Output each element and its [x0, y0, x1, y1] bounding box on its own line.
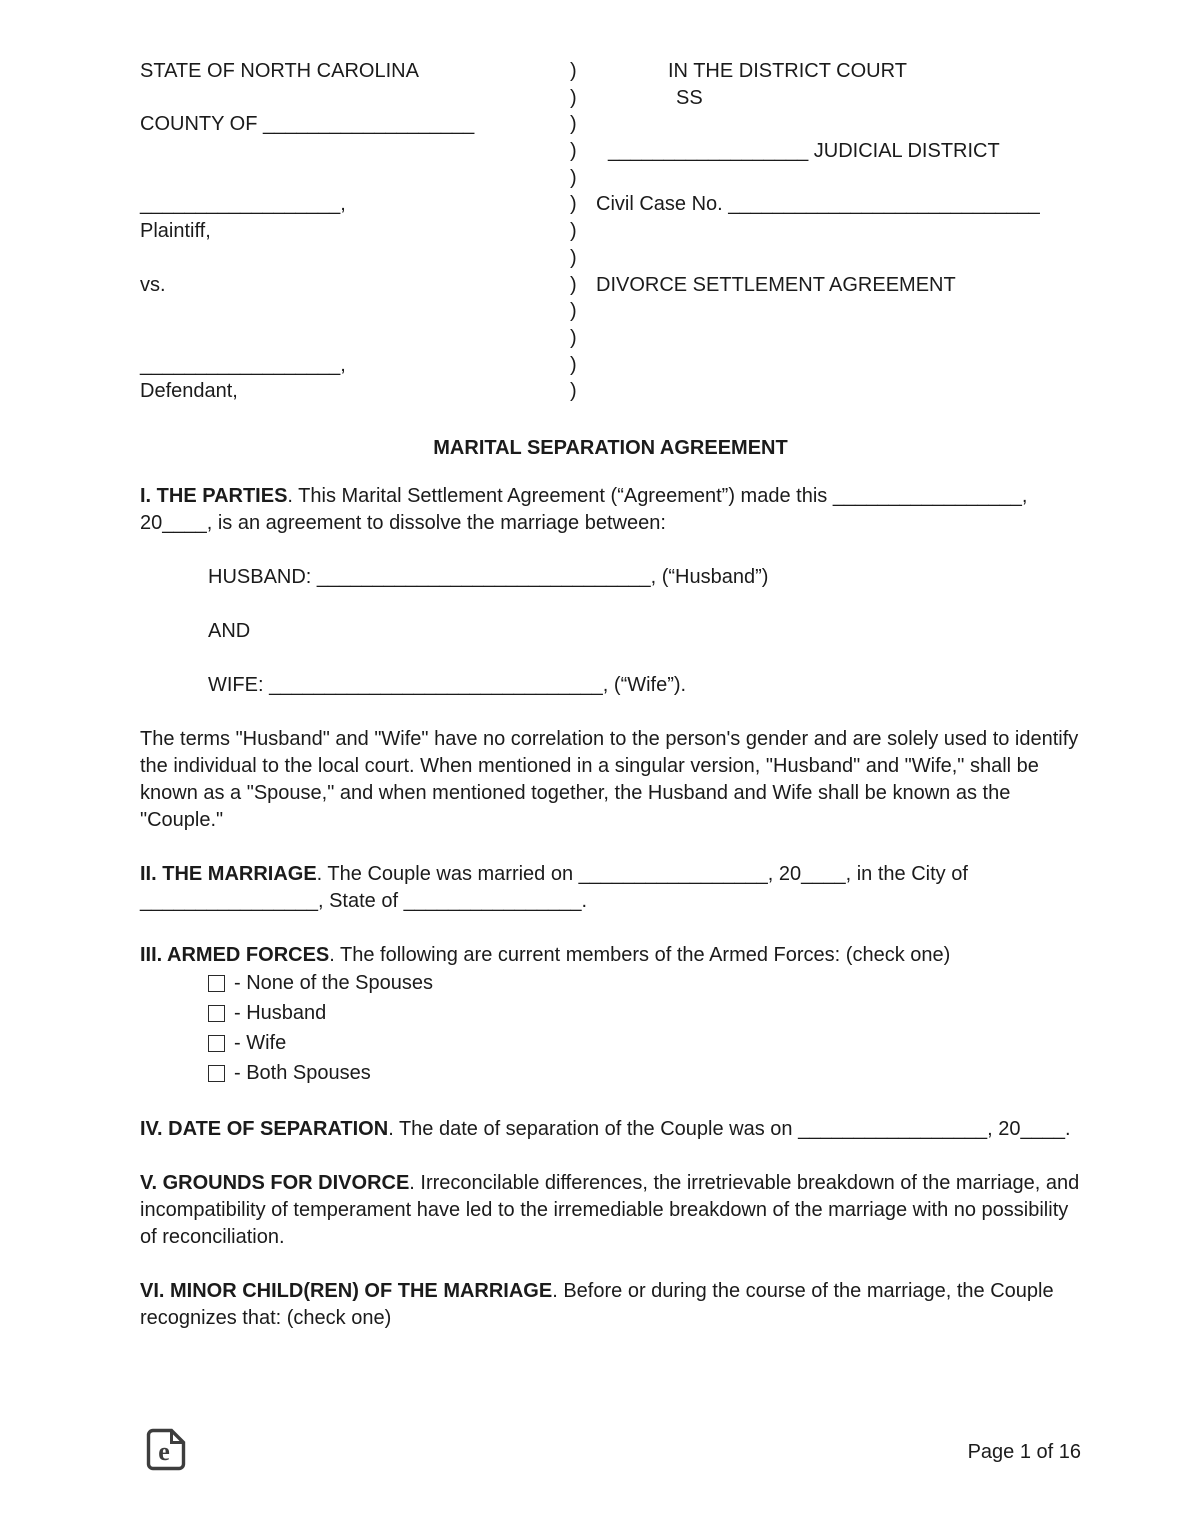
caption-paren: ): [570, 353, 577, 376]
section-minor-children-heading: VI. MINOR CHILD(REN) OF THE MARRIAGE: [140, 1279, 553, 1302]
caption-left-blank: [140, 298, 570, 325]
caption-row: [140, 272, 1081, 299]
caption-row: [140, 245, 1081, 272]
section-grounds-body: . Irreconcilable differences, the irretrievable breakdown of the marriage, and incompatibility of temperament have led to the irremediable breakdown of the marriage with no possibility of reconciliation.: [140, 1171, 1080, 1248]
caption-right-blank: [584, 378, 1081, 405]
caption-plaintiff-label: Plaintiff,: [140, 220, 211, 243]
caption-paren: ): [570, 246, 577, 269]
section-armed-forces: [140, 942, 1081, 969]
section-marriage-body: . The Couple was married on _________________, 20____, in the City of ________________, State of ________________.: [140, 862, 968, 912]
caption-paren: ): [570, 140, 577, 163]
caption-left-blank: [140, 245, 570, 272]
caption-row: [140, 218, 1081, 245]
caption-right-blank: [584, 352, 1081, 379]
caption-row: [140, 85, 1081, 112]
caption-right-blank: [584, 111, 1081, 138]
eforms-logo: [140, 1428, 186, 1476]
caption-paren: ): [570, 380, 577, 403]
caption-right-blank: [584, 298, 1081, 325]
checkbox-unchecked-icon[interactable]: [208, 975, 225, 992]
caption-vs-label: vs.: [140, 273, 166, 296]
caption-plaintiff-name-field: __________________,: [140, 193, 346, 216]
armed-forces-options: [140, 969, 1081, 1089]
eforms-logo-icon: [146, 1428, 186, 1471]
caption-paren: ): [570, 300, 577, 323]
caption-row: [140, 298, 1081, 325]
caption-right-blank: [584, 325, 1081, 352]
checkbox-unchecked-icon[interactable]: [208, 1005, 225, 1022]
document-content: [140, 58, 1081, 1332]
section-marriage-heading: II. THE MARRIAGE: [140, 862, 317, 885]
caption-right-blank: [584, 245, 1081, 272]
caption-judicial-district-field: __________________ JUDICIAL DISTRICT: [608, 140, 1000, 163]
caption-row: [140, 165, 1081, 192]
section-date-of-separation-body: . The date of separation of the Couple was on _________________, 20____.: [388, 1117, 1071, 1140]
caption-left-blank: [140, 325, 570, 352]
caption-left-blank: [140, 138, 570, 165]
caption-row: [140, 325, 1081, 352]
caption-county-field: COUNTY OF ___________________: [140, 113, 475, 136]
option-husband[interactable]: [208, 999, 1081, 1029]
logo-letter: e: [158, 1437, 170, 1466]
caption-paren: ): [570, 193, 577, 216]
caption-left-blank: [140, 85, 570, 112]
court-caption: [140, 58, 1081, 405]
terms-paragraph: The terms "Husband" and "Wife" have no correlation to the person's gender and are solely used to identify the individual to the local court. When mentioned in a singular version, "Husband" and "Wife," shall be known as a "Spouse," and when mentioned together, the Husband and Wife shall be known as the "Couple.": [140, 727, 1079, 831]
page-footer: [140, 1428, 1081, 1476]
caption-paren: ): [570, 60, 577, 82]
caption-paren: ): [570, 273, 577, 296]
caption-defendant-label: Defendant,: [140, 380, 238, 403]
caption-paren: ): [570, 220, 577, 243]
caption-left-blank: [140, 165, 570, 192]
caption-row: [140, 352, 1081, 379]
option-none-of-the-spouses[interactable]: [208, 969, 1081, 999]
section-grounds-heading: V. GROUNDS FOR DIVORCE: [140, 1171, 410, 1194]
checkbox-unchecked-icon[interactable]: [208, 1065, 225, 1082]
husband-field-line: HUSBAND: ______________________________, (“Husband”): [208, 565, 769, 588]
caption-paren: ): [570, 86, 577, 109]
option-label: - Wife: [234, 1032, 287, 1055]
section-armed-forces-body: . The following are current members of the Armed Forces: (check one): [329, 943, 951, 966]
section-minor-children: [140, 1278, 1081, 1332]
and-label: AND: [208, 619, 251, 642]
section-parties-body: . This Marital Settlement Agreement (“Agreement”) made this _________________, 20____, is an agreement to dissolve the marriage between:: [140, 484, 1028, 534]
option-wife[interactable]: [208, 1029, 1081, 1059]
option-label: - Husband: [234, 1002, 327, 1025]
caption-right-blank: [584, 165, 1081, 192]
caption-court-label: IN THE DISTRICT COURT: [668, 60, 907, 82]
option-label: - None of the Spouses: [234, 972, 434, 995]
caption-row: [140, 191, 1081, 218]
document-title: MARITAL SEPARATION AGREEMENT: [433, 436, 788, 459]
caption-row: [140, 58, 1081, 85]
option-both-spouses[interactable]: [208, 1059, 1081, 1089]
section-parties-heading: I. THE PARTIES: [140, 484, 288, 507]
section-parties: [140, 483, 1081, 537]
caption-right-blank: [584, 218, 1081, 245]
caption-row: [140, 378, 1081, 405]
caption-paren: ): [570, 326, 577, 349]
caption-state-label: STATE OF NORTH CAROLINA: [140, 60, 419, 82]
section-date-of-separation: [140, 1116, 1081, 1143]
section-grounds-for-divorce: [140, 1170, 1081, 1251]
section-marriage: [140, 861, 1081, 915]
caption-paren: ): [570, 166, 577, 189]
caption-ss-label: SS: [676, 86, 703, 109]
checkbox-unchecked-icon[interactable]: [208, 1035, 225, 1052]
section-date-of-separation-heading: IV. DATE OF SEPARATION: [140, 1117, 389, 1140]
caption-defendant-name-field: __________________,: [140, 353, 346, 376]
caption-agreement-title: DIVORCE SETTLEMENT AGREEMENT: [596, 273, 956, 296]
section-minor-children-body: . Before or during the course of the marriage, the Couple recognizes that: (check one): [140, 1279, 1054, 1329]
section-armed-forces-heading: III. ARMED FORCES: [140, 943, 330, 966]
option-label: - Both Spouses: [234, 1062, 371, 1085]
page-number: Page 1 of 16: [967, 1440, 1081, 1463]
caption-row: [140, 138, 1081, 165]
wife-field-line: WIFE: ______________________________, (“Wife”).: [208, 673, 687, 696]
caption-row: [140, 111, 1081, 138]
caption-civil-case-field: Civil Case No. ____________________________: [596, 193, 1040, 216]
caption-paren: ): [570, 113, 577, 136]
